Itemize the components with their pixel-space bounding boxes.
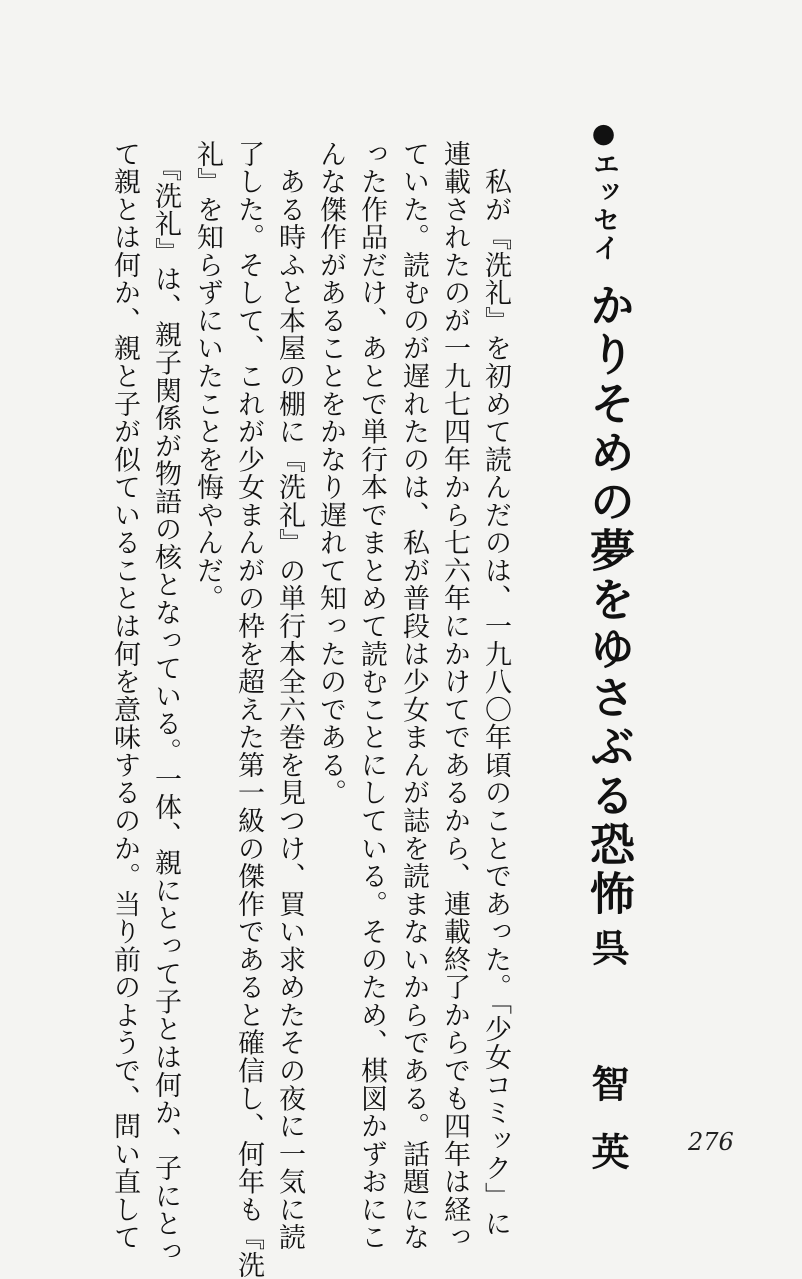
body-line: ていた。読むのが遅れたのは、私が普段は少女まんが誌を読まないからである。話題にな xyxy=(398,140,429,1252)
section-label: ●エッセイ xyxy=(588,118,619,262)
body-line: て親とは何か、親と子が似ていることは何を意味するのか。当り前のようで、問い直して xyxy=(109,140,140,1252)
body-line: 『洗礼』は、親子関係が物語の核となっている。一体、親にとって子とは何か、子にとっ xyxy=(150,140,181,1266)
body-line: った作品だけ、あとで単行本でまとめて読むことにしている。そのため、棋図かずおにこ xyxy=(356,140,387,1252)
body-line: ある時ふと本屋の棚に『洗礼』の単行本全六巻を見つけ、買い求めたその夜に一気に読 xyxy=(274,140,305,1252)
body-line: 私が『洗礼』を初めて読んだのは、一九八〇年頃のことであった。「少女コミック」に xyxy=(480,140,511,1238)
body-line: 了した。そして、これが少女まんがの枠を超えた第一級の傑作であると確信し、何年も『洗 xyxy=(233,140,264,1279)
page-number: 276 xyxy=(688,1128,734,1156)
author-name: 呉 智英 xyxy=(585,928,630,1200)
body-line: 連載されたのが一九七四年から七六年にかけてであるから、連載終了からでも四年は経っ xyxy=(439,140,470,1252)
essay-title: かりそめの夢をゆさぶる恐怖 xyxy=(582,282,635,919)
body-line: 礼』を知らずにいたことを悔やんだ。 xyxy=(192,140,223,613)
body-line: んな傑作があることをかなり遅れて知ったのである。 xyxy=(315,140,346,807)
